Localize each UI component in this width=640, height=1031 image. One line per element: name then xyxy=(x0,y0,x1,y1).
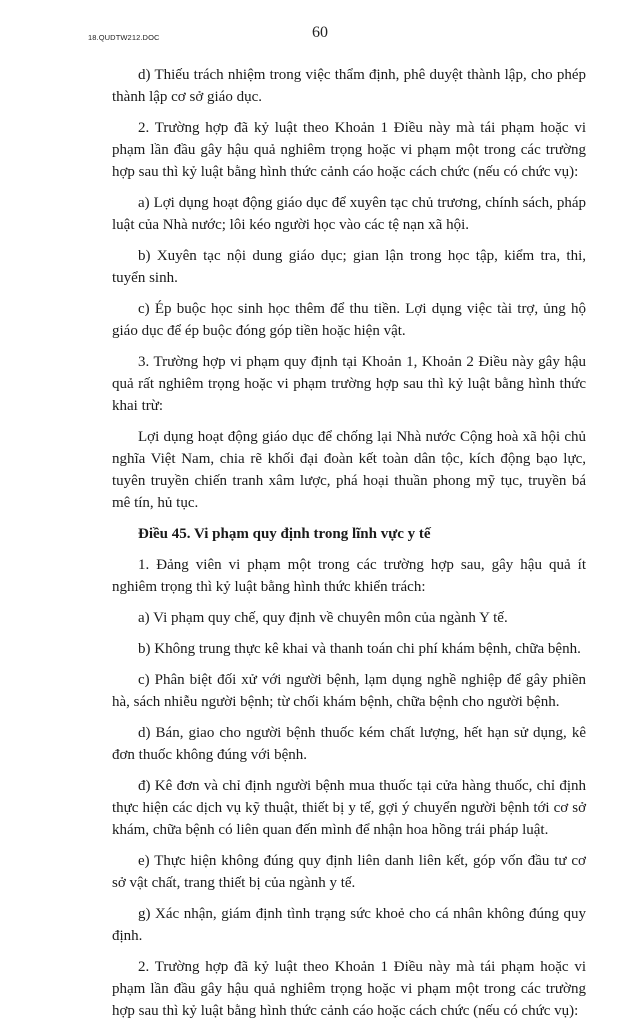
paragraph-article-45-item-g: g) Xác nhận, giám định tình trạng sức khoẻ cho cá nhân không đúng quy định. xyxy=(112,906,586,944)
paragraph-item-c: c) Ép buộc học sinh học thêm để thu tiền. Lợi dụng việc tài trợ, ủng hộ giáo dục để ép buộc đóng góp tiền hoặc hiện vật. xyxy=(112,301,586,339)
paragraph-article-45-item-dd: đ) Kê đơn và chỉ định người bệnh mua thuốc tại cửa hàng thuốc, chỉ định thực hiện các dịch vụ kỹ thuật, thiết bị y tế, gợi ý chuyển người bệnh tới cơ sở khám, chữa bệnh có liên quan đến mình để nhận hoa hồng trái pháp luật. xyxy=(112,778,586,838)
paragraph-article-45-item-b: b) Không trung thực kê khai và thanh toán chi phí khám bệnh, chữa bệnh. xyxy=(138,641,581,657)
paragraph-clause-3-case: Lợi dụng hoạt động giáo dục để chống lại Nhà nước Cộng hoà xã hội chủ nghĩa Việt Nam, chia rẽ khối đại đoàn kết toàn dân tộc, kích động bạo lực, tuyên truyền chiến tranh xâm lược, phá hoại thuần phong mỹ tục, truyền bá mê tín, hủ tục. xyxy=(112,429,586,511)
paragraph-clause-2: 2. Trường hợp đã kỷ luật theo Khoản 1 Điều này mà tái phạm hoặc vi phạm lần đầu gây hậu quả nghiêm trọng hoặc vi phạm một trong các trường hợp sau thì kỷ luật bằng hình thức cảnh cáo hoặc cách chức (nếu có chức vụ): xyxy=(112,120,586,180)
paragraph-article-45-item-a: a) Vi phạm quy chế, quy định về chuyên môn của ngành Y tế. xyxy=(138,610,508,626)
document-code: 18.QUDTW212.DOC xyxy=(88,33,160,42)
document-body xyxy=(112,64,586,1031)
page-number: 60 xyxy=(312,24,328,41)
page-header xyxy=(0,24,640,48)
paragraph-article-45-item-c: c) Phân biệt đối xử với người bệnh, lạm dụng nghề nghiệp để gây phiền hà, sách nhiễu người bệnh; từ chối khám bệnh, chữa bệnh cho người bệnh. xyxy=(112,672,586,710)
paragraph-article-45-item-e: e) Thực hiện không đúng quy định liên danh liên kết, góp vốn đầu tư cơ sở vật chất, trang thiết bị của ngành y tế. xyxy=(112,853,586,891)
paragraph-item-b: b) Xuyên tạc nội dung giáo dục; gian lận trong học tập, kiểm tra, thi, tuyển sinh. xyxy=(112,248,586,286)
paragraph-clause-3: 3. Trường hợp vi phạm quy định tại Khoản 1, Khoản 2 Điều này gây hậu quả rất nghiêm trọng hoặc vi phạm trường hợp sau thì kỷ luật bằng hình thức khai trừ: xyxy=(112,354,586,414)
paragraph-article-45-clause-2: 2. Trường hợp đã kỷ luật theo Khoản 1 Điều này mà tái phạm hoặc vi phạm lần đầu gây hậu quả nghiêm trọng hoặc vi phạm một trong các trường hợp sau thì kỷ luật bằng hình thức cảnh cáo hoặc cách chức (nếu có chức vụ): xyxy=(112,959,586,1019)
paragraph-article-45-clause-1: 1. Đảng viên vi phạm một trong các trường hợp sau, gây hậu quả ít nghiêm trọng thì kỷ luật bằng hình thức khiển trách: xyxy=(112,557,586,595)
paragraph-item-d: d) Thiếu trách nhiệm trong việc thẩm định, phê duyệt thành lập, cho phép thành lập cơ sở giáo dục. xyxy=(112,67,586,105)
article-45-heading: Điều 45. Vi phạm quy định trong lĩnh vực y tế xyxy=(138,526,431,542)
paragraph-article-45-item-d: d) Bán, giao cho người bệnh thuốc kém chất lượng, hết hạn sử dụng, kê đơn thuốc không đúng với bệnh. xyxy=(112,725,586,763)
paragraph-item-a: a) Lợi dụng hoạt động giáo dục để xuyên tạc chủ trương, chính sách, pháp luật của Nhà nước; lôi kéo người học vào các tệ nạn xã hội. xyxy=(112,195,586,233)
